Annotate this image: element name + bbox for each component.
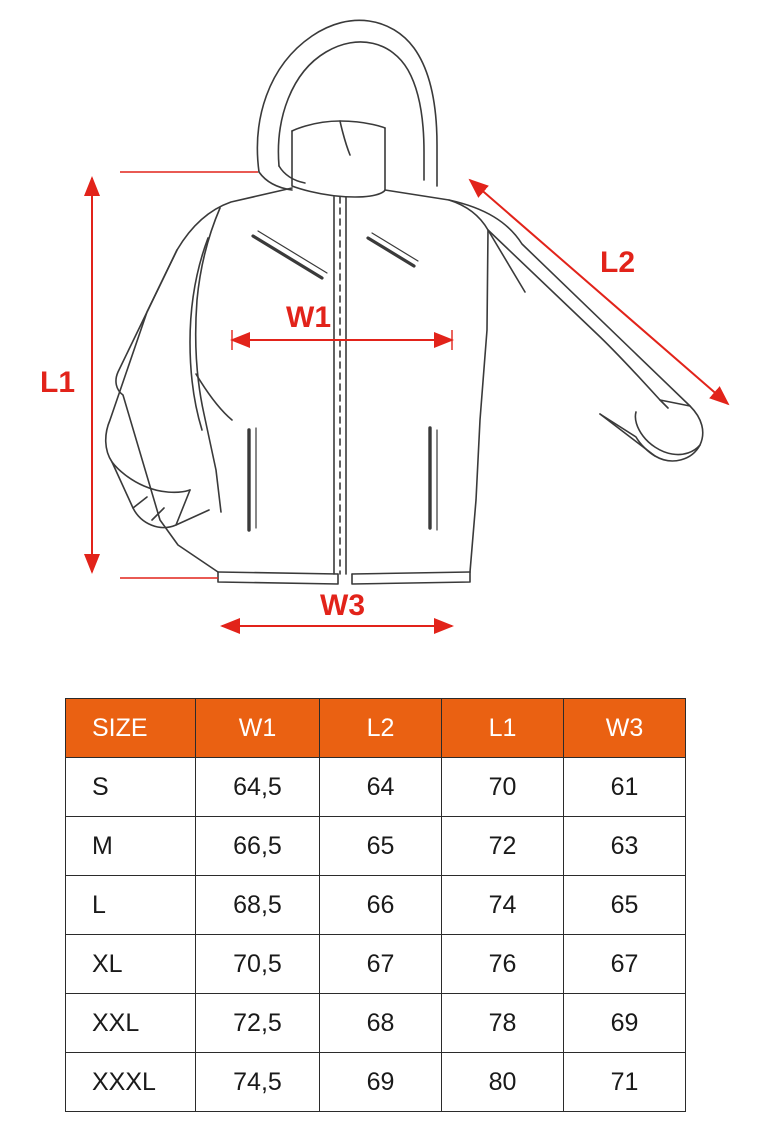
table-row <box>66 994 686 1053</box>
cell-size: M <box>66 817 196 876</box>
cell-w1: 72,5 <box>196 994 320 1053</box>
column-header-l2: L2 <box>320 699 442 758</box>
cell-w3: 65 <box>564 876 686 935</box>
right-sleeve-inner <box>488 230 668 408</box>
chest-pocket-left <box>253 236 322 278</box>
body-left-outline <box>116 188 292 572</box>
collar-seam <box>340 121 350 155</box>
left-armhole-seam <box>190 238 208 430</box>
cell-l1: 78 <box>442 994 564 1053</box>
cell-w3: 69 <box>564 994 686 1053</box>
chest-pocket-left-edge <box>258 231 327 273</box>
table-row <box>66 876 686 935</box>
cell-l2: 69 <box>320 1053 442 1112</box>
l2-label: L2 <box>600 246 636 279</box>
collar-top-edge <box>292 121 385 131</box>
size-chart-table-container <box>65 698 685 1112</box>
column-header-w1: W1 <box>196 699 320 758</box>
cell-w1: 70,5 <box>196 935 320 994</box>
cell-l1: 76 <box>442 935 564 994</box>
chest-pocket-right <box>368 238 414 266</box>
column-header-w3: W3 <box>564 699 686 758</box>
body-right-shoulder <box>385 190 525 292</box>
cell-w1: 68,5 <box>196 876 320 935</box>
column-header-size: SIZE <box>66 699 196 758</box>
cell-w3: 71 <box>564 1053 686 1112</box>
w3-label: W3 <box>320 589 365 622</box>
cell-size: XXXL <box>66 1053 196 1112</box>
cell-w3: 67 <box>564 935 686 994</box>
table-row <box>66 817 686 876</box>
cell-l1: 74 <box>442 876 564 935</box>
cell-w1: 64,5 <box>196 758 320 817</box>
cell-size: XXL <box>66 994 196 1053</box>
cell-size: S <box>66 758 196 817</box>
cell-l1: 72 <box>442 817 564 876</box>
table-row <box>66 935 686 994</box>
hem-right <box>352 572 470 574</box>
body-right-side <box>470 230 488 572</box>
cell-l2: 67 <box>320 935 442 994</box>
table-row <box>66 758 686 817</box>
cell-l2: 65 <box>320 817 442 876</box>
cell-l2: 64 <box>320 758 442 817</box>
l1-label: L1 <box>40 366 76 399</box>
table-header-row <box>66 699 686 758</box>
cell-l2: 68 <box>320 994 442 1053</box>
hem-left <box>218 572 338 574</box>
cell-size: XL <box>66 935 196 994</box>
column-header-l1: L1 <box>442 699 564 758</box>
collar-outline <box>292 128 385 197</box>
cell-w3: 61 <box>564 758 686 817</box>
left-sleeve-inner <box>196 208 221 512</box>
cell-w1: 66,5 <box>196 817 320 876</box>
cell-w3: 63 <box>564 817 686 876</box>
cell-l1: 80 <box>442 1053 564 1112</box>
table-row <box>66 1053 686 1112</box>
cell-size: L <box>66 876 196 935</box>
left-cuff-line-b <box>152 508 164 520</box>
cell-l1: 70 <box>442 758 564 817</box>
cell-w1: 74,5 <box>196 1053 320 1112</box>
w1-label: W1 <box>286 301 331 334</box>
cell-l2: 66 <box>320 876 442 935</box>
size-chart-table <box>65 698 686 1112</box>
l2-dimension-arrow <box>470 180 728 404</box>
left-cuff-line-a <box>133 497 147 508</box>
hood-outline <box>257 20 437 186</box>
hood-inner-fold <box>278 42 424 180</box>
chest-pocket-right-edge <box>372 233 418 261</box>
